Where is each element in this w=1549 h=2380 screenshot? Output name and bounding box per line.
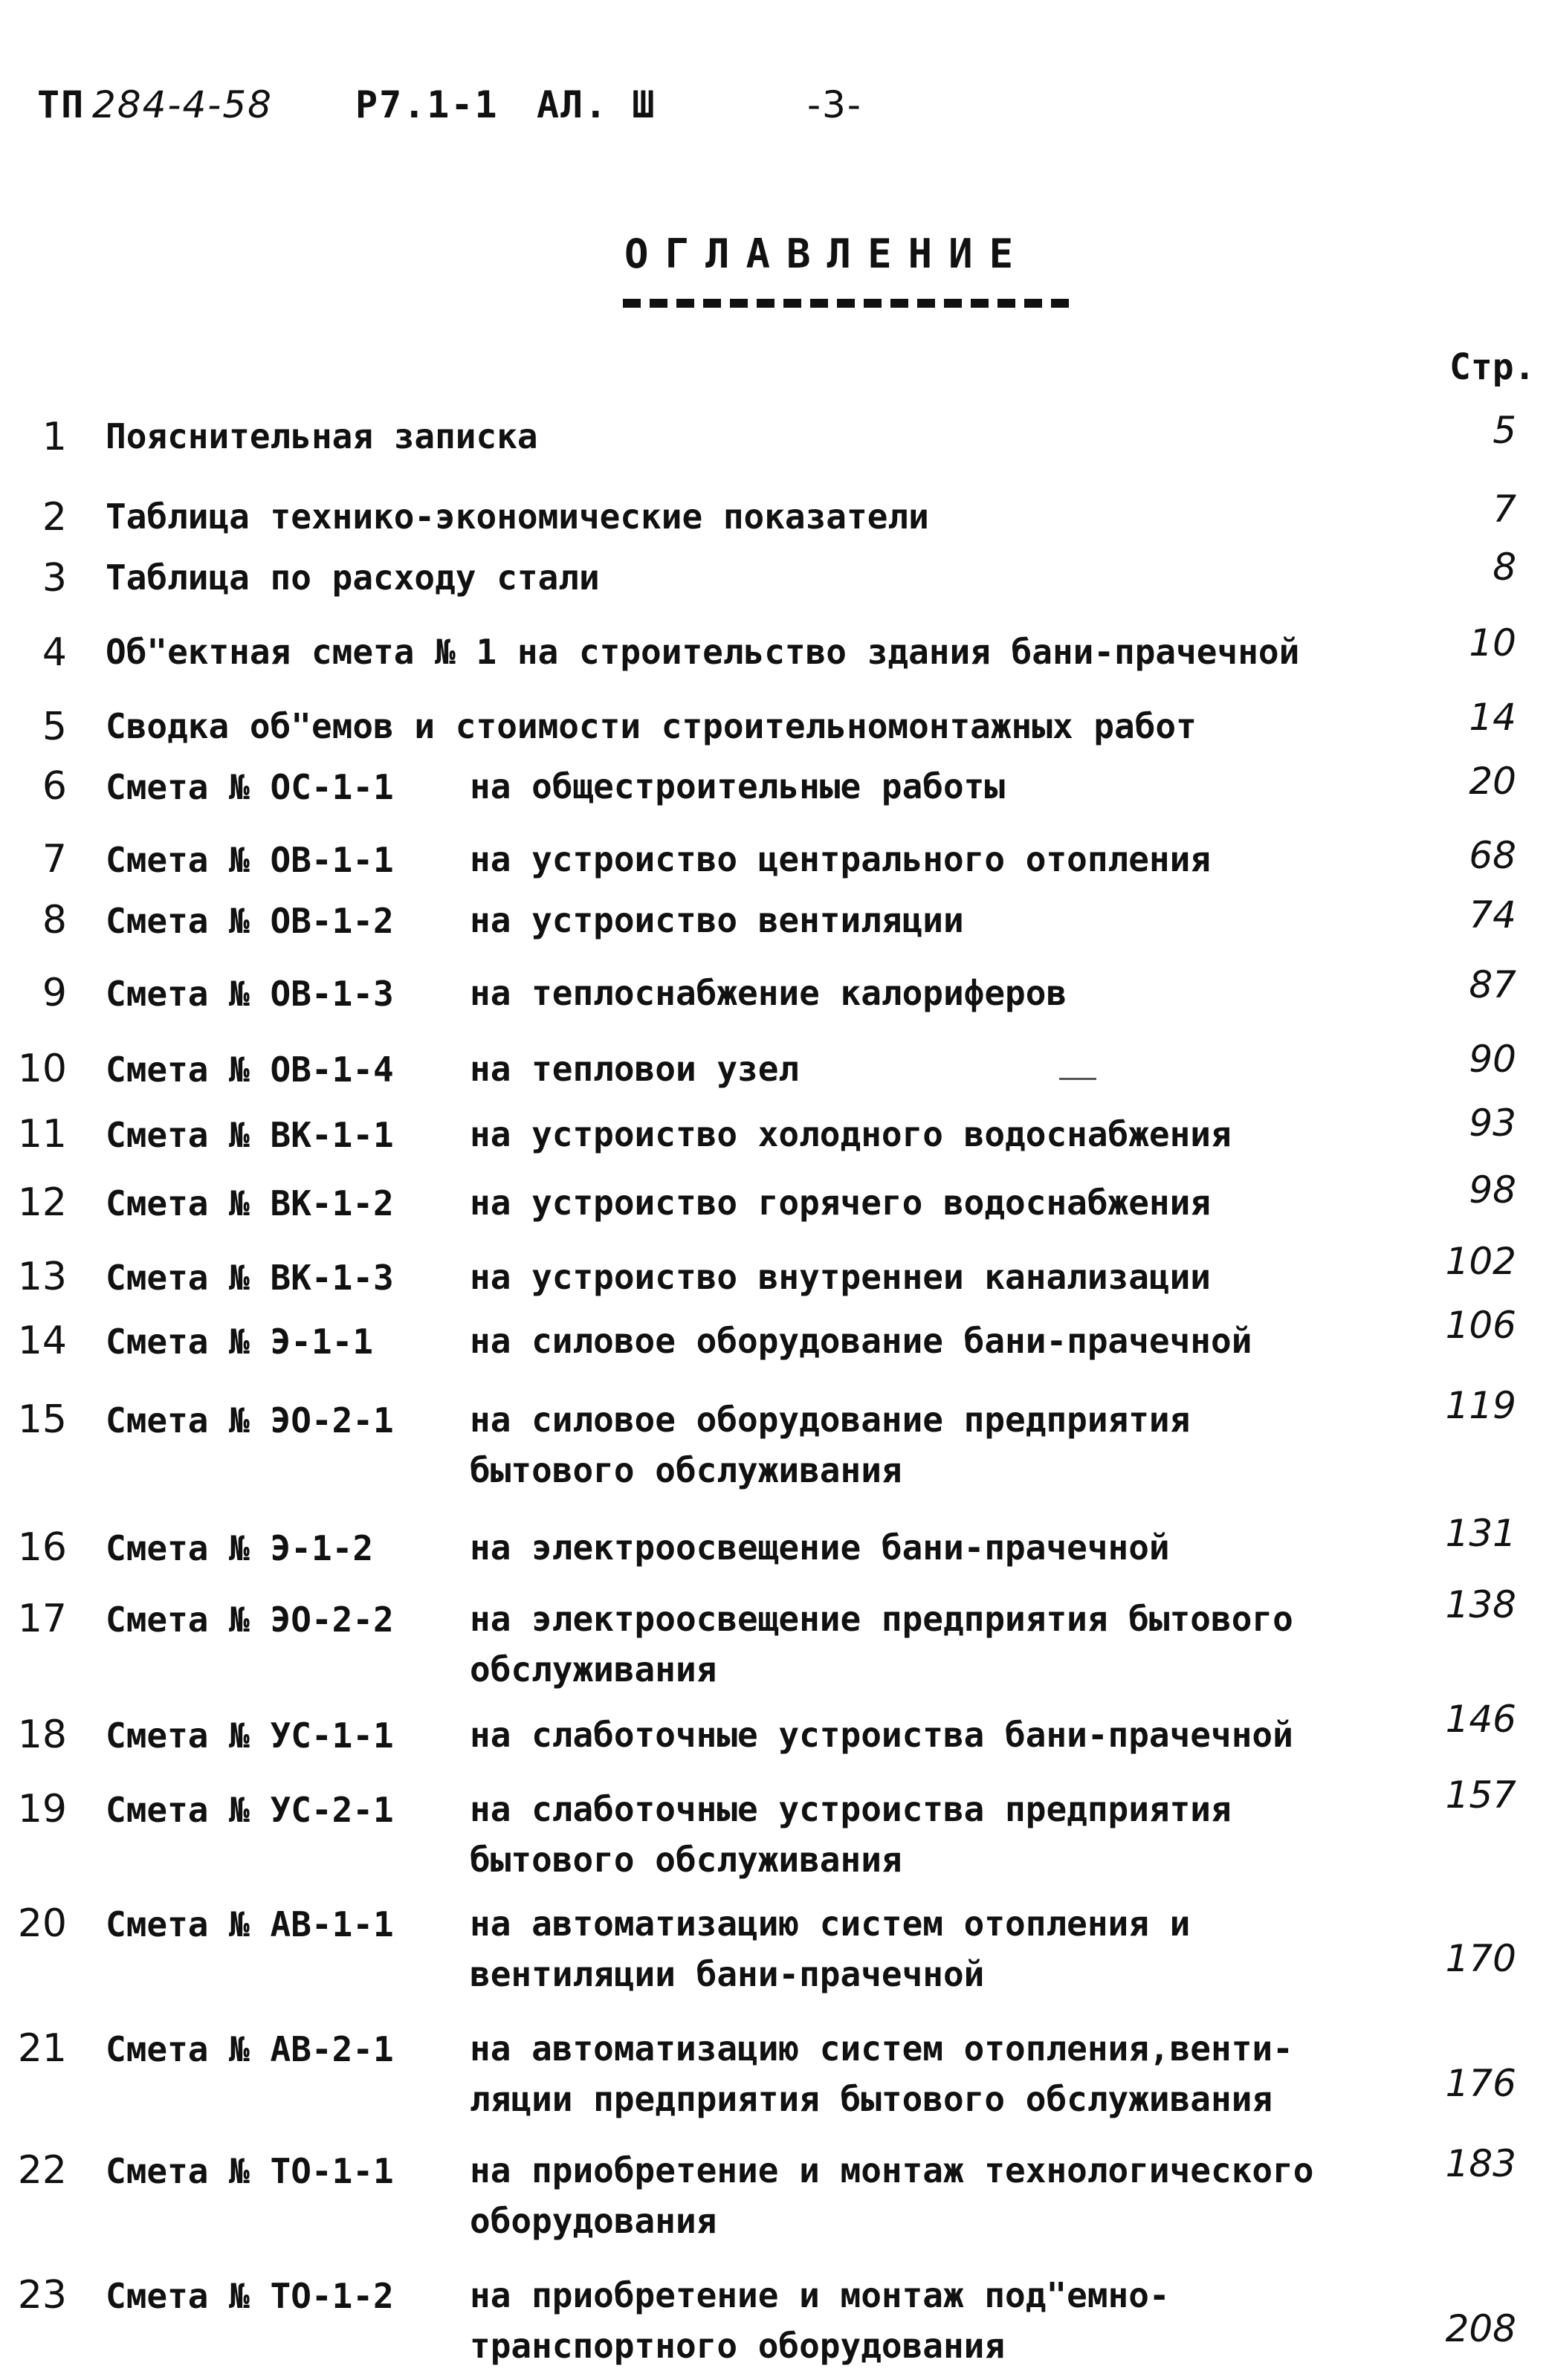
entry-description-line: на электроосвещение бани-прачечной <box>470 1527 1170 1568</box>
estimate-code: Смета № ОВ-1-1 <box>106 840 394 880</box>
estimate-code: Смета № Э-1-2 <box>106 1528 374 1568</box>
estimate-code: Смета № ВК-1-1 <box>106 1115 394 1155</box>
entry-description-line: на автоматизацию систем отопления,венти- <box>470 2028 1293 2069</box>
entry-number: 22 <box>17 2148 67 2193</box>
entry-description-line: на устроиство горячего водоснабжения <box>470 1183 1211 1223</box>
page-column-label: Стр. <box>1449 346 1536 388</box>
entry-number: 9 <box>42 971 67 1015</box>
entry-description-line: на общестроительные работы <box>470 766 1006 806</box>
page-number: 157 <box>1445 1773 1516 1817</box>
entry-number: 1 <box>42 415 67 459</box>
title-underline <box>623 299 1069 308</box>
page-number: 170 <box>1445 1937 1516 1980</box>
entry-description-line: ляции предприятия бытового обслуживания <box>470 2079 1273 2119</box>
entry-number: 15 <box>17 1397 67 1442</box>
page-number: 98 <box>1469 1168 1516 1212</box>
entry-description-line: на электроосвещение предприятия бытового <box>470 1599 1293 1639</box>
estimate-code: Смета № УС-2-1 <box>106 1790 394 1830</box>
entry-description-line: на приобретение и монтаж под"емно- <box>470 2275 1170 2315</box>
entry-number: 13 <box>17 1255 67 1299</box>
entry-description-line: оборудования <box>470 2201 717 2241</box>
page-number: 5 <box>1493 409 1516 452</box>
entry-number: 10 <box>17 1047 67 1091</box>
entry-description-line: на устроиство внутреннеи канализации <box>470 1257 1211 1297</box>
entry-description-line: на устроиство вентиляции <box>470 900 964 940</box>
estimate-code: Смета № АВ-2-1 <box>106 2029 394 2069</box>
page-number: 176 <box>1445 2062 1516 2105</box>
entry-number: 23 <box>17 2273 67 2318</box>
header-album: АЛ. Ш <box>537 83 656 126</box>
page-number: 119 <box>1445 1384 1516 1427</box>
page-number: 131 <box>1445 1512 1516 1555</box>
entry-number: 19 <box>17 1787 67 1831</box>
header-code: ТП <box>37 83 85 126</box>
entry-number: 7 <box>42 837 67 882</box>
page-number: 93 <box>1469 1102 1516 1145</box>
header-section: Р7.1-1 <box>355 83 499 126</box>
page-number: 183 <box>1445 2142 1516 2185</box>
page-number: 7 <box>1493 488 1516 531</box>
entry-number: 8 <box>42 898 67 942</box>
page-number: 208 <box>1445 2307 1516 2350</box>
entry-title: Таблица технико-экономические показатели <box>106 497 929 537</box>
estimate-code: Смета № ВК-1-3 <box>106 1258 394 1298</box>
entry-title: Таблица по расходу стали <box>106 557 600 598</box>
estimate-code: Смета № ВК-1-2 <box>106 1183 394 1223</box>
page-number: 10 <box>1469 621 1516 664</box>
estimate-code: Смета № УС-1-1 <box>106 1716 394 1756</box>
entry-number: 16 <box>17 1525 67 1570</box>
entry-description-line: на слаботочные устроиства бани-прачечной <box>470 1715 1293 1755</box>
page-number: 138 <box>1445 1583 1516 1626</box>
entry-description-line: вентиляции бани-прачечной <box>470 1954 985 1994</box>
page-number: 14 <box>1469 696 1516 739</box>
estimate-code: Смета № ЭО-2-2 <box>106 1600 394 1640</box>
entry-number: 21 <box>17 2026 67 2071</box>
estimate-code: Смета № ТО-1-2 <box>106 2276 394 2316</box>
estimate-code: Смета № ОС-1-1 <box>106 767 394 807</box>
page-number: 106 <box>1445 1304 1516 1347</box>
entry-description-line: бытового обслуживания <box>470 1450 902 1490</box>
entry-number: 17 <box>17 1597 67 1641</box>
entry-number: 18 <box>17 1713 67 1757</box>
estimate-code: Смета № ОВ-1-3 <box>106 974 394 1014</box>
entry-title: Сводка об"емов и стоимости строительномонтажных работ <box>106 706 1197 746</box>
estimate-code: Смета № ОВ-1-4 <box>106 1050 394 1090</box>
page-number: 68 <box>1469 834 1516 877</box>
page-title: ОГЛАВЛЕНИЕ <box>624 230 1030 277</box>
entry-number: 4 <box>42 630 67 675</box>
entry-description-line: на приобретение и монтаж технологического <box>470 2150 1314 2190</box>
entry-description-line: на слаботочные устроиства предприятия <box>470 1789 1232 1829</box>
entry-number: 5 <box>42 705 67 749</box>
entry-description-line: на силовое оборудование предприятия <box>470 1400 1191 1440</box>
page-number: 8 <box>1493 546 1516 589</box>
entry-description-line: транспортного оборудования <box>470 2326 1006 2366</box>
page-number: 146 <box>1445 1698 1516 1741</box>
entry-number: 2 <box>42 495 67 540</box>
entry-number: 12 <box>17 1180 67 1225</box>
stray-mark <box>1059 1078 1096 1080</box>
entry-number: 14 <box>17 1319 67 1363</box>
header-code-handwritten: 284-4-58 <box>92 83 273 126</box>
entry-title: Об"ектная смета № 1 на строительство здания бани-прачечной <box>106 632 1300 672</box>
entry-description-line: на устроиство холодного водоснабжения <box>470 1114 1232 1154</box>
entry-description-line: на устроиство центрального отопления <box>470 839 1211 879</box>
entry-number: 20 <box>17 1901 67 1946</box>
page-number: 87 <box>1469 963 1516 1006</box>
estimate-code: Смета № ЭО-2-1 <box>106 1400 394 1440</box>
entry-title: Пояснительная записка <box>106 416 538 456</box>
page-number: 102 <box>1445 1240 1516 1283</box>
header-page-number: -3- <box>807 83 862 126</box>
page-number: 90 <box>1469 1038 1516 1081</box>
entry-description-line: обслуживания <box>470 1649 717 1689</box>
page-number: 20 <box>1469 760 1516 803</box>
estimate-code: Смета № Э-1-1 <box>106 1322 374 1362</box>
estimate-code: Смета № АВ-1-1 <box>106 1904 394 1944</box>
entry-number: 6 <box>42 764 67 809</box>
entry-description-line: на тепловои узел <box>470 1049 800 1089</box>
page-number: 74 <box>1469 893 1516 937</box>
estimate-code: Смета № ТО-1-1 <box>106 2151 394 2191</box>
entry-number: 3 <box>42 556 67 601</box>
estimate-code: Смета № ОВ-1-2 <box>106 901 394 941</box>
entry-description-line: бытового обслуживания <box>470 1840 902 1880</box>
entry-description-line: на теплоснабжение калориферов <box>470 973 1067 1013</box>
entry-description-line: на силовое оборудование бани-прачечной <box>470 1321 1252 1361</box>
entry-description-line: на автоматизацию систем отопления и <box>470 1904 1191 1944</box>
entry-number: 11 <box>17 1112 67 1157</box>
